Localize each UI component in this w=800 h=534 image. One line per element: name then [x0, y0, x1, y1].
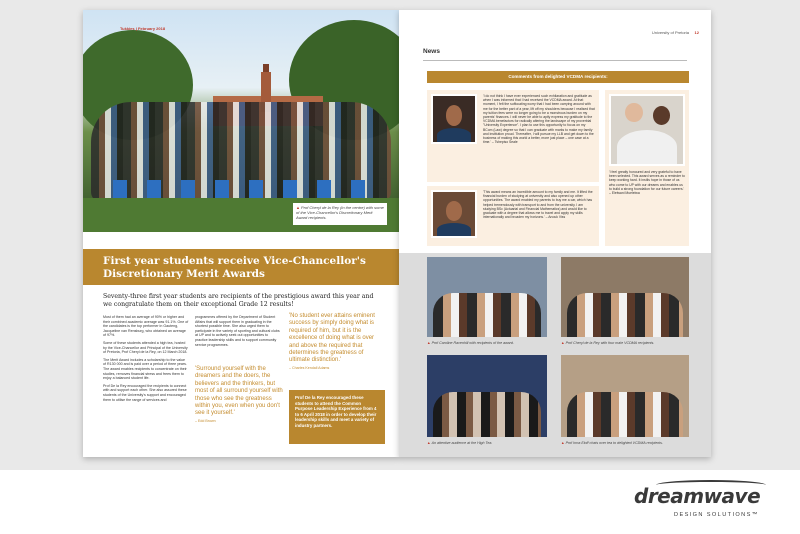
- caption-arrow-icon: ▲: [561, 441, 565, 445]
- pull-quote-brown: [195, 366, 285, 424]
- running-header: [399, 30, 711, 38]
- body-paragraph: The Merit Award includes a scholarship to the value of R130 000 and is paid over a period of three years. The award enables recipients to concentrate on their studies, removes financial stress and frees them to enjoy a balanced student life.: [103, 357, 187, 381]
- section-divider: [423, 60, 687, 61]
- gallery-caption-text: Prof Caroline Ravenhill with recipients of the award.: [431, 341, 514, 345]
- portrait-face: [446, 201, 463, 221]
- body-paragraph: Most of them had an average of 90% or higher and their combined academic average was 91.1%. One of the candidates is the top performer in Gauteng, Jacqueline van Rensburg, who obtained an average of 97%.: [103, 315, 189, 338]
- quote-text-viss: 'This award means an incredible amount to my family and me. It lifted the financial burden of studying at university and also opened up other opportunities. The award enabled my parents to buy me a car, which has helped tremendously with transport to and from the university. I am studying BSc (Actuarial and Financial Mathematics) and would like to graduate with a degree that allows me to travel and apply my skills internationally and broaden my horizons.' – Anouk Viss: [483, 190, 593, 220]
- gallery-photo-ravenhill: [427, 257, 547, 337]
- logo-wordmark: dreamwave: [634, 484, 761, 508]
- gallery-caption: [427, 441, 557, 445]
- pull-quote-attribution: – Edd Brown: [195, 418, 216, 423]
- page-number: 12: [694, 30, 699, 35]
- portrait-shoulders: [437, 223, 471, 236]
- pull-quote-attribution: – Charles Kendall Adams: [289, 365, 330, 370]
- gallery-caption: [561, 341, 689, 345]
- logo-tagline: [674, 512, 759, 518]
- gallery-photo-eloff: [561, 355, 689, 437]
- portrait-seale: [431, 94, 477, 144]
- quote-text-seale: 'I do not think I have ever experienced such exhilaration and gratitude as when I was informed that I had received the VCDMA award. At that moment, I felt the suffocating worry that I had been carrying around with me for the better part of a year, lift off my shoulders because I realised that my tuition fees were no longer going to be a monstrous burden on my parents' finances. I will never be able to aptly express my gratitude to the VCDMA benefactors for radically altering the landscape of my proverbial "University Experience". I plan to use this opportunity to focus on my BCom (Law) degree so that I can graduate with marks to make my family and institution proud. Thereafter, I will pursue my LLB and get down to the business of making this world a better, more just place – one case at a time.' – Tshepiso Seale: [483, 94, 595, 145]
- hero-photo: [83, 10, 399, 232]
- logo-tagline-text: DESIGN SOLUTIONS: [674, 512, 752, 518]
- gallery-caption-text: Prof Cheryl de la Rey with four male VCDMA recipients.: [565, 341, 655, 345]
- caption-arrow-icon: ▲: [296, 205, 300, 210]
- article-lede: Seventy-three first year students are recipients of the prestigious award this year and we congratulate them on their exceptional Grade 12 results!: [103, 293, 374, 309]
- portrait-viss: [431, 190, 477, 238]
- portrait-shoulders: [617, 130, 677, 164]
- hero-caption: [293, 203, 387, 225]
- logo-trademark: ™: [751, 512, 759, 518]
- portrait-face: [625, 103, 642, 122]
- body-column-2: [195, 315, 281, 350]
- hero-caption-text: Prof Cheryl de la Rey (in the centre) with some of the Vice-Chancellor's Discretionary Merit Award recipients.: [296, 205, 384, 220]
- gallery-caption: [561, 441, 689, 445]
- comments-heading: Comments from delighted VCDMA recipients:: [427, 71, 689, 83]
- portrait-shoulders: [437, 128, 471, 142]
- article-headline: First year students receive Vice-Chancellor's Discretionary Merit Awards: [83, 249, 399, 285]
- gallery-caption-text: An attentive audience at the High Tea.: [431, 441, 493, 445]
- caption-arrow-icon: ▲: [427, 341, 431, 345]
- body-column-1: [103, 315, 189, 405]
- caption-arrow-icon: ▲: [427, 441, 431, 445]
- section-title: News: [423, 48, 440, 55]
- gallery-people: [433, 293, 541, 337]
- pull-quote-adams: [289, 313, 385, 371]
- body-paragraph: Some of these students attended a high tea, hosted by the Vice-Chancellor and Principal of the University of Pretoria, Prof Cheryl de la Rey, on 12 March 2018.: [103, 340, 188, 355]
- gallery-photo-de-la-rey: [561, 257, 689, 337]
- body-paragraph: Prof De la Rey encouraged the recipients to connect with and support each other. She also assured these students of the University's support and encouraged them to utilise the range of services and: [103, 383, 187, 402]
- quote-text-muelelwa: 'I feel greatly honoured and very grateful to have been selected. This award serves as a reminder to keep working hard. It instils hope in those of us who come to UP with our dreams and enables us to build a strong foundation for our future careers.' – Elelwani Muelelwa: [609, 170, 685, 196]
- portrait-face: [653, 106, 670, 125]
- portrait-face: [446, 105, 463, 126]
- pull-quote-text: 'Surround yourself with the dreamers and the doers, the believers and the thinkers, but most of all surround yourself with those who see the greatness within you, even when you don't see it yourself.': [195, 366, 283, 417]
- gallery-people: [567, 293, 682, 337]
- caption-arrow-icon: ▲: [561, 341, 565, 345]
- header-org-name: University of Pretoria: [651, 30, 689, 35]
- gallery-caption: [427, 341, 557, 345]
- gallery-people: [567, 392, 682, 437]
- portrait-muelelwa-award: [609, 94, 685, 166]
- hero-date-label: Tukkies | February 2018: [120, 26, 166, 31]
- body-paragraph: programmes offered by the Department of Student Affairs that will support them in graduating in the shortest possible time. She also urged them to participate in the variety of sporting and cultural clubs at UP and to actively seek out opportunities to practice leadership skills and to support community service programmes.: [195, 315, 280, 347]
- gallery-people: [433, 392, 541, 437]
- dreamwave-logo: [634, 478, 774, 526]
- gallery-caption-text: Prof Irma Eloff chats over tea to delighted VCDMA recipients.: [565, 441, 663, 445]
- right-page: [399, 10, 711, 457]
- pull-quote-text: 'No student ever attains eminent success by simply doing what is required of him, but it is the excellence of doing what is over and above the required that determines the greatness of ultimate distinction.': [289, 313, 375, 364]
- leadership-highlight-box: Prof De la Rey encouraged these students to attend the Common Purpose Leadership Experience from 4 to 6 April 2018 in order to develop their leadership skills and meet a variety of industry partners.: [289, 390, 385, 444]
- gallery-photo-audience: [427, 355, 547, 437]
- left-page: [83, 10, 399, 457]
